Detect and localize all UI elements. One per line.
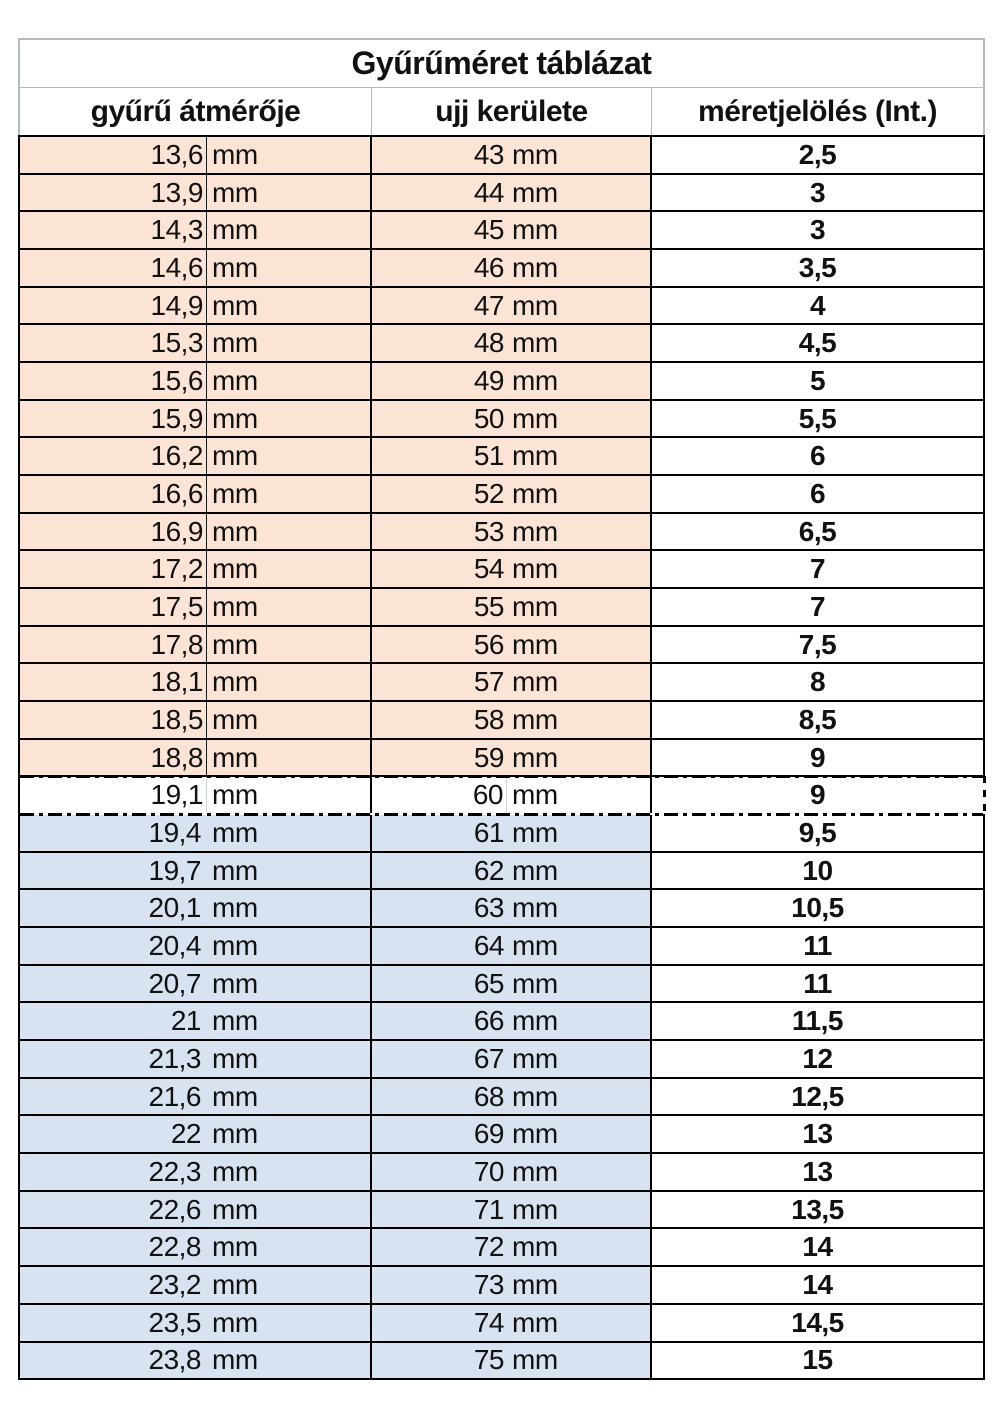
circumference-value: 60 — [372, 777, 507, 813]
circumference-value: 71 — [473, 1193, 504, 1225]
unit-label: mm — [512, 440, 558, 472]
cell-int-size: 8 — [652, 664, 983, 700]
unit-label: mm — [212, 1193, 258, 1225]
unit-label: mm — [212, 1231, 258, 1263]
circumference-value: 53 — [473, 515, 504, 547]
circumference-value: 50 — [473, 402, 504, 434]
cell-diameter — [20, 137, 372, 173]
unit-label: mm — [212, 1268, 258, 1300]
diameter-value: 18,5 — [20, 702, 207, 738]
cell-int-size: 4 — [652, 288, 983, 324]
diameter-value: 16,6 — [20, 476, 207, 512]
table-row — [20, 1041, 983, 1079]
unit-label: mm — [212, 703, 258, 735]
cell-int-size: 6 — [652, 476, 983, 512]
cell-int-size: 11,5 — [652, 1003, 983, 1039]
circumference-value: 73 — [473, 1268, 504, 1300]
circumference-value: 57 — [473, 666, 504, 698]
cell-circumference — [372, 1343, 652, 1379]
table-row — [20, 966, 983, 1004]
diameter-value: 15,6 — [20, 363, 207, 399]
table-row — [20, 777, 983, 815]
cell-circumference — [372, 589, 652, 625]
unit-label: mm — [212, 816, 258, 848]
cell-diameter — [20, 1154, 372, 1190]
unit-label: mm — [212, 402, 258, 434]
diameter-value: 15,3 — [20, 325, 207, 361]
unit-label: mm — [212, 289, 258, 321]
table-row — [20, 1003, 983, 1041]
unit-label: mm — [512, 1268, 558, 1300]
table-row — [20, 1154, 983, 1192]
diameter-value: 16,2 — [20, 438, 207, 474]
unit-label: mm — [212, 1005, 258, 1037]
cell-int-size: 14,5 — [652, 1305, 983, 1341]
diameter-value: 17,8 — [20, 627, 207, 663]
unit-label: mm — [212, 553, 258, 585]
unit-label: mm — [512, 1306, 558, 1338]
diameter-value: 20,7 — [148, 967, 201, 999]
diameter-value: 20,4 — [148, 929, 201, 961]
cell-int-size: 7 — [652, 589, 983, 625]
diameter-value: 19,4 — [148, 816, 201, 848]
cell-int-size: 7,5 — [652, 627, 983, 663]
table-row — [20, 1116, 983, 1154]
cell-diameter — [20, 928, 372, 964]
circumference-value: 65 — [473, 967, 504, 999]
circumference-value: 44 — [473, 176, 504, 208]
cell-circumference — [372, 137, 652, 173]
diameter-value: 23,8 — [148, 1344, 201, 1376]
unit-label: mm — [212, 364, 258, 396]
table-row — [20, 325, 983, 363]
cell-circumference — [372, 815, 652, 851]
unit-label: mm — [212, 1080, 258, 1112]
unit-label: mm — [512, 1344, 558, 1376]
unit-label: mm — [212, 1344, 258, 1376]
cell-int-size: 14 — [652, 1267, 983, 1303]
cell-int-size: 3 — [652, 175, 983, 211]
cell-diameter — [20, 1305, 372, 1341]
table-body — [18, 135, 985, 1380]
circumference-value: 66 — [473, 1005, 504, 1037]
cell-diameter — [20, 476, 372, 512]
circumference-value: 62 — [473, 854, 504, 886]
ring-size-table — [18, 38, 985, 1380]
cell-int-size: 13 — [652, 1116, 983, 1152]
unit-label: mm — [512, 515, 558, 547]
diameter-value: 19,1 — [20, 777, 207, 813]
diameter-value: 21,6 — [148, 1080, 201, 1112]
table-row — [20, 815, 983, 853]
circumference-value: 45 — [473, 214, 504, 246]
circumference-value: 58 — [473, 703, 504, 735]
cell-circumference — [372, 363, 652, 399]
table-row — [20, 740, 983, 778]
cell-circumference — [372, 1305, 652, 1341]
cell-circumference — [372, 250, 652, 286]
diameter-value: 18,8 — [20, 740, 207, 776]
cell-circumference — [372, 966, 652, 1002]
cell-circumference — [372, 627, 652, 663]
cell-int-size: 7 — [652, 551, 983, 587]
diameter-value: 23,2 — [148, 1268, 201, 1300]
diameter-value: 14,3 — [20, 212, 207, 248]
circumference-value: 75 — [473, 1344, 504, 1376]
table-header-row — [18, 88, 985, 135]
cell-diameter — [20, 1267, 372, 1303]
table-row — [20, 1343, 983, 1379]
cell-diameter — [20, 664, 372, 700]
unit-label: mm — [212, 1155, 258, 1187]
unit-label: mm — [512, 1231, 558, 1263]
unit-label: mm — [512, 176, 558, 208]
cell-diameter — [20, 250, 372, 286]
cell-int-size: 12,5 — [652, 1079, 983, 1115]
cell-int-size: 11 — [652, 928, 983, 964]
cell-circumference — [372, 175, 652, 211]
circumference-value: 51 — [473, 440, 504, 472]
diameter-value: 17,2 — [20, 551, 207, 587]
unit-label: mm — [212, 477, 258, 509]
diameter-value: 18,1 — [20, 664, 207, 700]
unit-label: mm — [512, 779, 558, 811]
diameter-value: 21,3 — [148, 1042, 201, 1074]
circumference-value: 46 — [473, 251, 504, 283]
table-row — [20, 928, 983, 966]
cell-diameter — [20, 853, 372, 889]
cell-diameter — [20, 401, 372, 437]
cell-diameter — [20, 363, 372, 399]
unit-label: mm — [512, 816, 558, 848]
cell-int-size: 3,5 — [652, 250, 983, 286]
circumference-value: 67 — [473, 1042, 504, 1074]
circumference-value: 54 — [473, 553, 504, 585]
diameter-value: 21 — [170, 1005, 201, 1037]
circumference-value: 47 — [473, 289, 504, 321]
unit-label: mm — [512, 892, 558, 924]
cell-diameter — [20, 1229, 372, 1265]
cell-diameter — [20, 702, 372, 738]
circumference-value: 49 — [473, 364, 504, 396]
cell-diameter — [20, 1192, 372, 1228]
cell-int-size: 3 — [652, 212, 983, 248]
cell-int-size: 10,5 — [652, 890, 983, 926]
column-header-ring-diameter: gyűrű átmérője — [20, 88, 372, 135]
unit-label: mm — [512, 741, 558, 773]
circumference-value: 70 — [473, 1155, 504, 1187]
circumference-value: 61 — [473, 816, 504, 848]
diameter-value: 16,9 — [20, 514, 207, 550]
cell-circumference — [372, 1192, 652, 1228]
diameter-value: 13,6 — [20, 137, 207, 173]
unit-label: mm — [212, 628, 258, 660]
diameter-value: 15,9 — [20, 401, 207, 437]
cell-diameter — [20, 514, 372, 550]
table-row — [20, 1079, 983, 1117]
cell-circumference — [372, 325, 652, 361]
unit-label: mm — [512, 477, 558, 509]
cell-int-size: 12 — [652, 1041, 983, 1077]
unit-label: mm — [512, 138, 558, 170]
cell-diameter — [20, 1041, 372, 1077]
cell-circumference — [372, 514, 652, 550]
diameter-value: 14,6 — [20, 250, 207, 286]
circumference-value: 72 — [473, 1231, 504, 1263]
unit-label: mm — [212, 515, 258, 547]
unit-label: mm — [512, 402, 558, 434]
table-row — [20, 363, 983, 401]
circumference-value: 56 — [473, 628, 504, 660]
unit-label: mm — [212, 590, 258, 622]
table-row — [20, 1229, 983, 1267]
cell-circumference — [372, 890, 652, 926]
table-row — [20, 702, 983, 740]
cell-diameter — [20, 1079, 372, 1115]
circumference-value: 55 — [473, 590, 504, 622]
table-row — [20, 137, 983, 175]
cell-circumference — [372, 551, 652, 587]
cell-int-size: 9 — [652, 777, 983, 813]
unit-label: mm — [512, 327, 558, 359]
cell-diameter — [20, 288, 372, 324]
cell-circumference — [372, 288, 652, 324]
cell-diameter — [20, 589, 372, 625]
unit-label: mm — [512, 1042, 558, 1074]
circumference-value: 69 — [473, 1118, 504, 1150]
cell-diameter — [20, 1343, 372, 1379]
unit-label: mm — [512, 929, 558, 961]
table-row — [20, 1192, 983, 1230]
cell-int-size: 9 — [652, 740, 983, 776]
circumference-value: 74 — [473, 1306, 504, 1338]
diameter-value: 20,1 — [148, 892, 201, 924]
cell-circumference — [372, 1154, 652, 1190]
unit-label: mm — [212, 251, 258, 283]
unit-label: mm — [512, 967, 558, 999]
table-row — [20, 288, 983, 326]
table-row — [20, 589, 983, 627]
diameter-value: 13,9 — [20, 175, 207, 211]
cell-int-size: 4,5 — [652, 325, 983, 361]
table-row — [20, 664, 983, 702]
column-header-int-size: méretjelölés (Int.) — [698, 94, 937, 128]
table-title: Gyűrűméret táblázat — [18, 38, 985, 88]
circumference-value: 64 — [473, 929, 504, 961]
cell-circumference — [372, 1116, 652, 1152]
cell-diameter — [20, 740, 372, 776]
cell-int-size: 13 — [652, 1154, 983, 1190]
cell-circumference — [372, 1267, 652, 1303]
circumference-value: 68 — [473, 1080, 504, 1112]
cell-diameter — [20, 212, 372, 248]
table-row — [20, 175, 983, 213]
cell-diameter — [20, 325, 372, 361]
cell-circumference — [372, 853, 652, 889]
cell-diameter — [20, 627, 372, 663]
table-row — [20, 476, 983, 514]
cell-circumference — [372, 664, 652, 700]
diameter-value: 22,6 — [148, 1193, 201, 1225]
unit-label: mm — [212, 779, 258, 811]
diameter-value: 17,5 — [20, 589, 207, 625]
unit-label: mm — [512, 628, 558, 660]
unit-label: mm — [212, 854, 258, 886]
cell-diameter — [20, 1003, 372, 1039]
cell-circumference — [372, 212, 652, 248]
unit-label: mm — [512, 289, 558, 321]
cell-diameter — [20, 815, 372, 851]
circumference-value: 48 — [473, 327, 504, 359]
diameter-value: 22,8 — [148, 1231, 201, 1263]
cell-int-size: 2,5 — [652, 137, 983, 173]
cell-circumference — [372, 401, 652, 437]
circumference-value: 52 — [473, 477, 504, 509]
unit-label: mm — [512, 1193, 558, 1225]
cell-diameter — [20, 175, 372, 211]
unit-label: mm — [512, 590, 558, 622]
column-header-finger-circumference: ujj kerülete — [372, 88, 652, 135]
table-row — [20, 853, 983, 891]
unit-label: mm — [512, 214, 558, 246]
cell-circumference — [372, 1041, 652, 1077]
unit-label: mm — [212, 967, 258, 999]
unit-label: mm — [212, 327, 258, 359]
table-row — [20, 890, 983, 928]
unit-label: mm — [212, 1042, 258, 1074]
table-row — [20, 401, 983, 439]
cell-int-size: 10 — [652, 853, 983, 889]
table-row — [20, 627, 983, 665]
cell-circumference — [372, 438, 652, 474]
cell-circumference — [372, 740, 652, 776]
diameter-value: 14,9 — [20, 288, 207, 324]
diameter-value: 23,5 — [148, 1306, 201, 1338]
unit-label: mm — [512, 854, 558, 886]
unit-label: mm — [212, 1118, 258, 1150]
unit-label: mm — [512, 703, 558, 735]
unit-label: mm — [212, 138, 258, 170]
unit-label: mm — [512, 666, 558, 698]
cell-int-size: 5 — [652, 363, 983, 399]
cell-circumference — [372, 1003, 652, 1039]
unit-label: mm — [512, 1118, 558, 1150]
unit-label: mm — [212, 1306, 258, 1338]
unit-label: mm — [212, 929, 258, 961]
cell-circumference — [372, 1079, 652, 1115]
unit-label: mm — [212, 440, 258, 472]
unit-label: mm — [212, 892, 258, 924]
table-row — [20, 514, 983, 552]
unit-label: mm — [212, 666, 258, 698]
unit-label: mm — [212, 214, 258, 246]
cell-diameter — [20, 890, 372, 926]
cell-int-size: 11 — [652, 966, 983, 1002]
cell-int-size: 8,5 — [652, 702, 983, 738]
cell-int-size: 6,5 — [652, 514, 983, 550]
unit-label: mm — [512, 251, 558, 283]
cell-diameter — [20, 551, 372, 587]
table-row — [20, 551, 983, 589]
cell-int-size: 9,5 — [652, 815, 983, 851]
table-row — [20, 250, 983, 288]
cell-circumference — [372, 777, 652, 813]
cell-circumference — [372, 476, 652, 512]
circumference-value: 59 — [473, 741, 504, 773]
unit-label: mm — [212, 741, 258, 773]
cell-diameter — [20, 966, 372, 1002]
cell-diameter — [20, 1116, 372, 1152]
cell-int-size: 14 — [652, 1229, 983, 1265]
unit-label: mm — [512, 1005, 558, 1037]
table-row — [20, 1267, 983, 1305]
cell-diameter — [20, 438, 372, 474]
diameter-value: 19,7 — [148, 854, 201, 886]
unit-label: mm — [512, 364, 558, 396]
table-row — [20, 212, 983, 250]
cell-diameter — [20, 777, 372, 813]
table-row — [20, 1305, 983, 1343]
cell-int-size: 5,5 — [652, 401, 983, 437]
cell-int-size: 15 — [652, 1343, 983, 1379]
unit-label: mm — [512, 553, 558, 585]
cell-circumference — [372, 702, 652, 738]
cell-circumference — [372, 1229, 652, 1265]
unit-label: mm — [512, 1080, 558, 1112]
diameter-value: 22 — [170, 1118, 201, 1150]
circumference-value: 43 — [473, 138, 504, 170]
unit-label: mm — [212, 176, 258, 208]
diameter-value: 22,3 — [148, 1155, 201, 1187]
cell-int-size: 13,5 — [652, 1192, 983, 1228]
unit-label: mm — [512, 1155, 558, 1187]
table-row — [20, 438, 983, 476]
cell-int-size: 6 — [652, 438, 983, 474]
circumference-value: 63 — [473, 892, 504, 924]
cell-circumference — [372, 928, 652, 964]
